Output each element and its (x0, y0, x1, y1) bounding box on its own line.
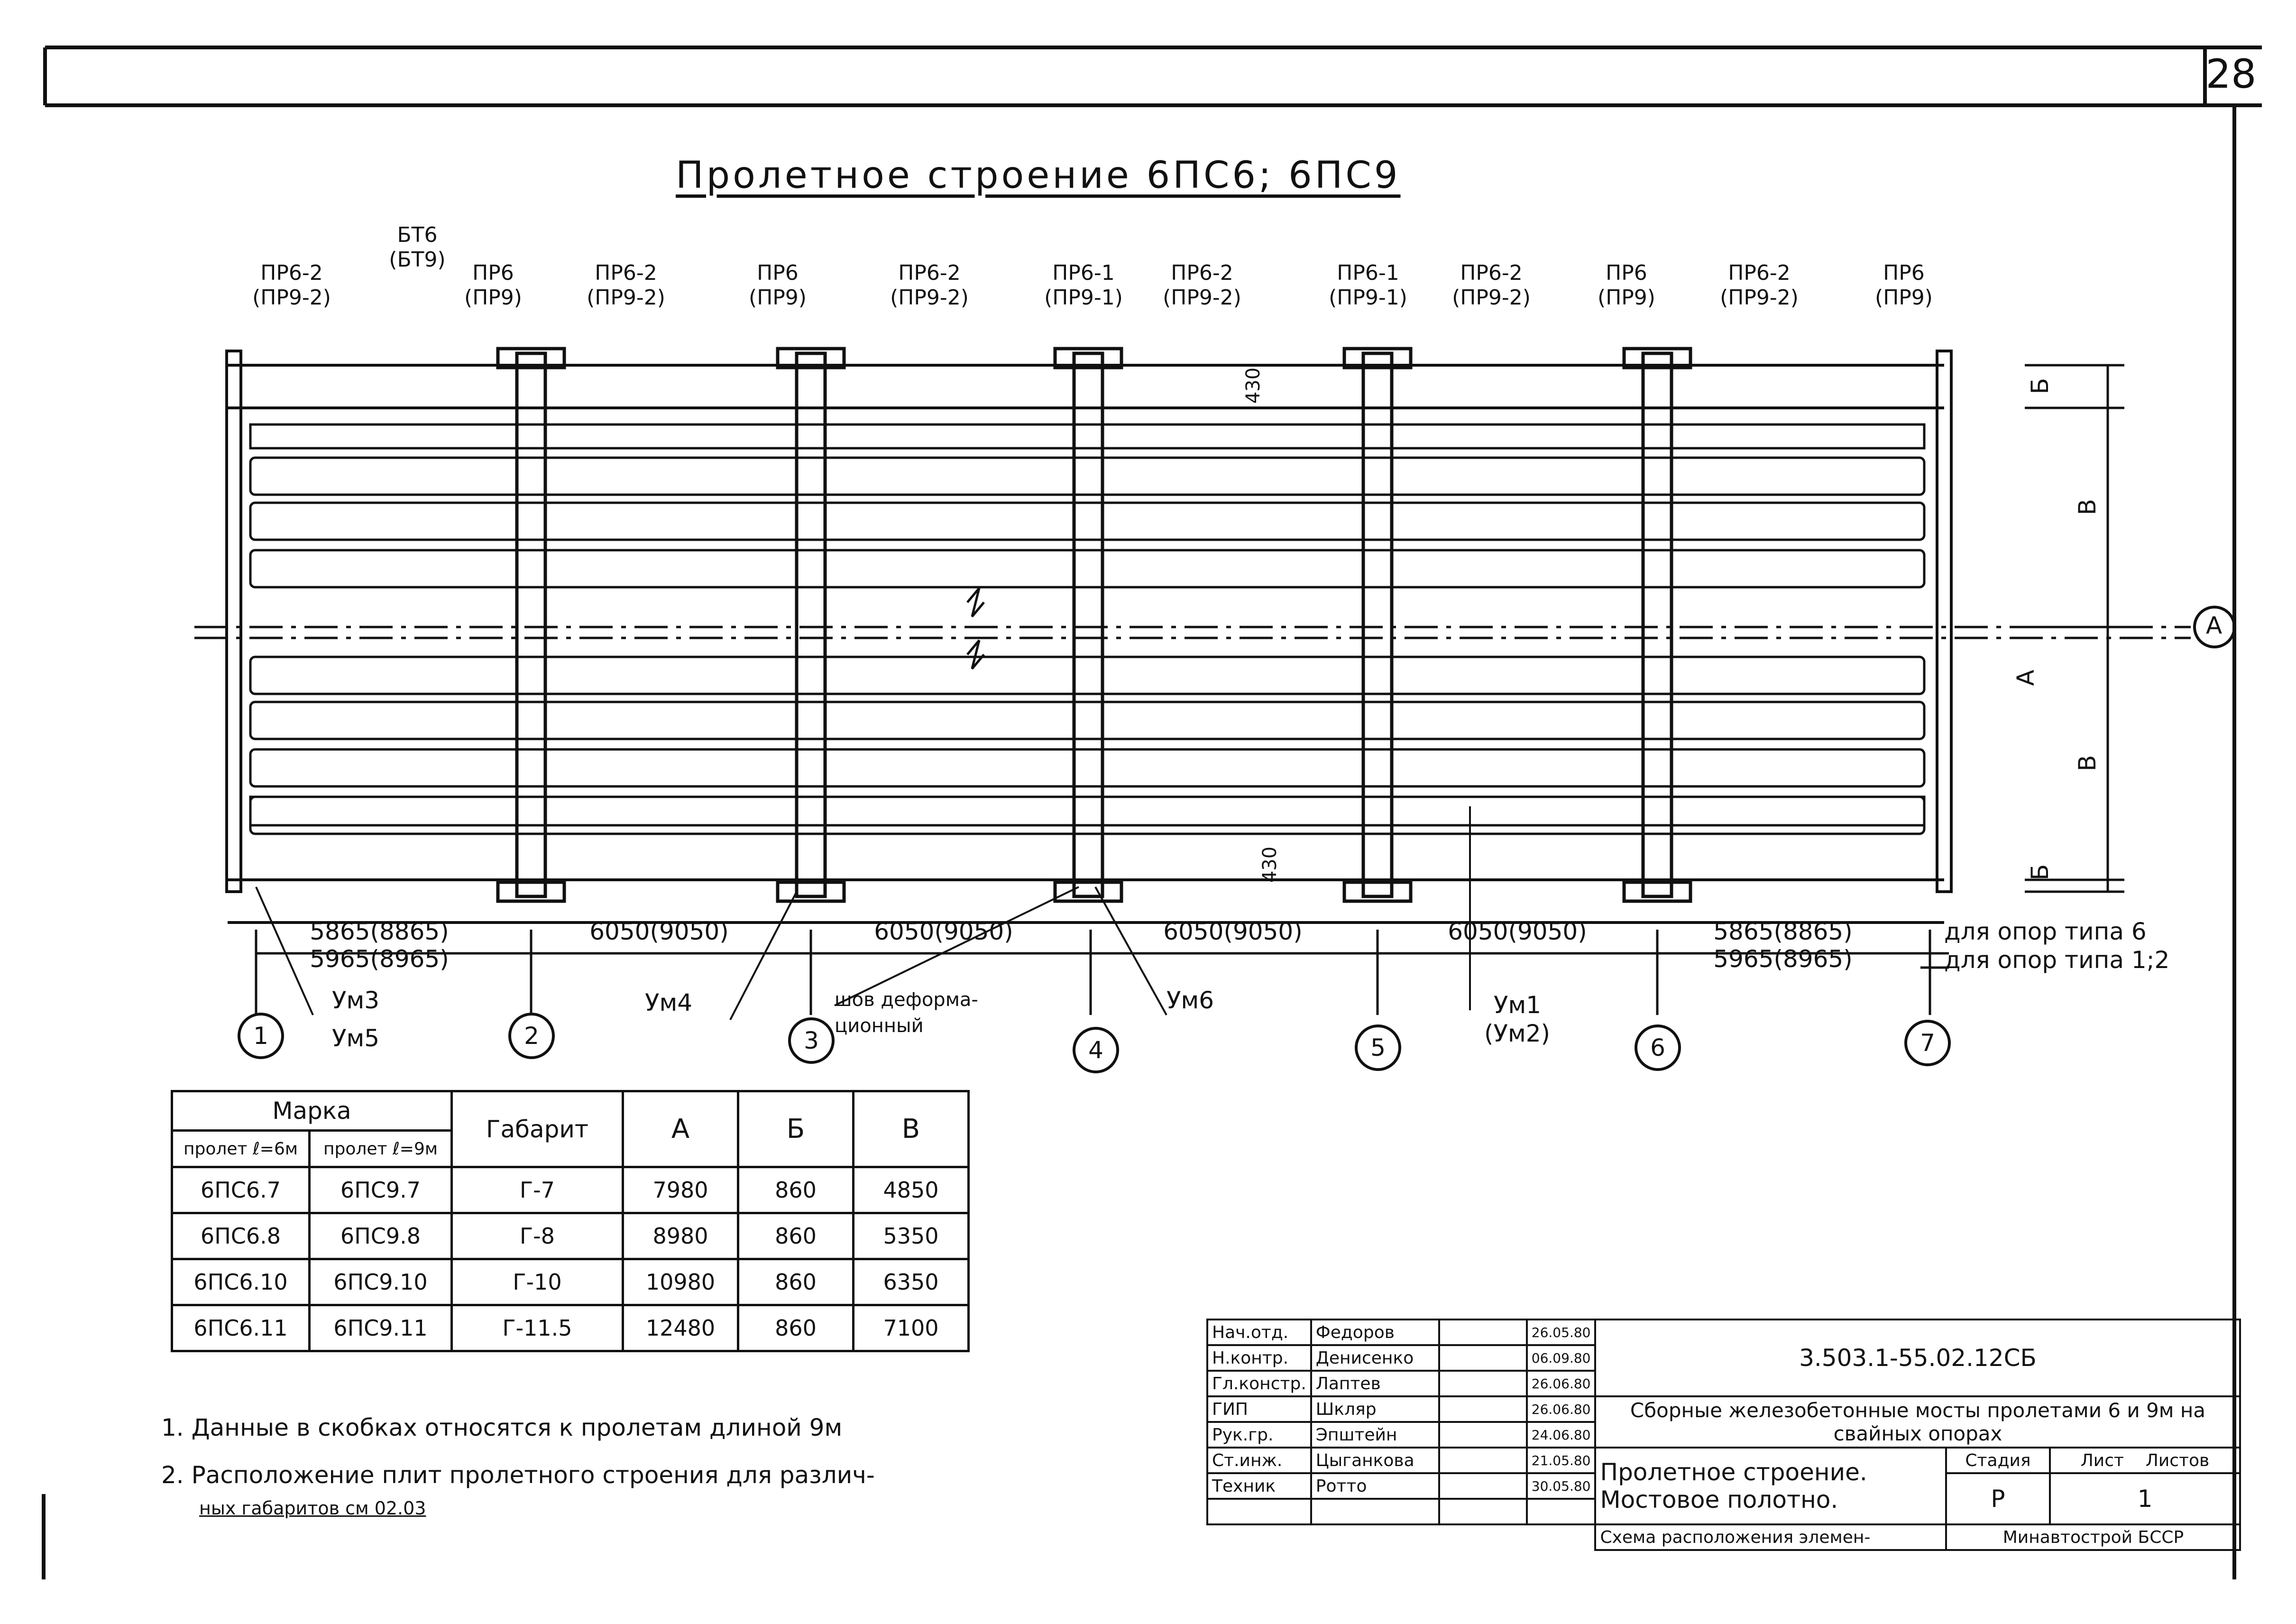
cell: 6ПС9.10 (310, 1259, 452, 1305)
slab-mark (587, 261, 665, 310)
cell: 4850 (854, 1167, 969, 1213)
axis-7: 7 (1904, 1020, 1951, 1066)
slab-mark-top: ПР6-1 (1052, 261, 1115, 285)
slab-mark-bottom: (ПР9-2) (1452, 286, 1531, 310)
slab-mark-top: ПР6-2 (898, 261, 961, 285)
span-dim-top: 5865(8865) (310, 918, 449, 945)
deck-plan (227, 349, 1951, 923)
slab-mark-bottom: (ПР9-2) (1163, 286, 1241, 310)
stamp-date: 30.05.80 (1527, 1473, 1596, 1499)
callout-um3: Ум3 (332, 987, 379, 1014)
stamp-spacer (1207, 1524, 1595, 1550)
slab-mark (464, 261, 522, 310)
cell: 8980 (623, 1213, 738, 1259)
table-row (172, 1305, 969, 1351)
project-name: Сборные железобетонные мосты пролетами 6 и 9м на свайных опорах (1595, 1396, 2240, 1448)
break-mark (967, 640, 984, 669)
cell: 7980 (623, 1167, 738, 1213)
slab-mark (1044, 261, 1123, 310)
slab-mark (890, 261, 969, 310)
callout-um4: Ум4 (645, 989, 692, 1016)
span-dim-4: 6050(9050) (1163, 918, 1303, 945)
sheet-title-2: Мостовое полотно. (1600, 1486, 1838, 1513)
axis-6: 6 (1635, 1024, 1681, 1071)
stamp-role: Рук.гр. (1207, 1422, 1311, 1448)
cell: 6ПС9.8 (310, 1213, 452, 1259)
bt-mark-bottom: (БТ9) (389, 248, 446, 272)
slab-mark-top: ПР6 (1606, 261, 1647, 285)
sheet-label: Лист (2080, 1450, 2124, 1470)
table-row (172, 1167, 969, 1213)
cell: 860 (738, 1259, 854, 1305)
slab-mark-bottom: (ПР9-2) (587, 286, 665, 310)
header-b: Б (738, 1091, 854, 1167)
span-dim-1 (310, 918, 449, 973)
stamp-signature (1439, 1345, 1527, 1371)
callout-seam-2: ционный (835, 1015, 924, 1037)
slab-mark-bottom: (ПР9-2) (1720, 286, 1799, 310)
stamp-name: Эпштейн (1311, 1422, 1439, 1448)
stamp-date: 21.05.80 (1527, 1448, 1596, 1473)
slab-mark (1598, 261, 1655, 310)
dim-430-bottom: 430 (1259, 846, 1281, 883)
stamp-date: 06.09.80 (1527, 1345, 1596, 1371)
span-dim-bottom: 5965(8965) (310, 945, 449, 973)
header-mark: Марка (172, 1091, 452, 1131)
support-note-12: для опор типа 1;2 (1944, 946, 2170, 974)
stamp-role: Техник (1207, 1473, 1311, 1499)
cell: 6ПС6.7 (172, 1167, 310, 1213)
slab-mark (1329, 261, 1407, 310)
pier-beams (498, 349, 1690, 901)
cell: 6ПС9.7 (310, 1167, 452, 1213)
abutment-left (227, 351, 241, 892)
stamp-name: Денисенко (1311, 1345, 1439, 1371)
callout-leaders (256, 806, 1470, 1020)
stamp-date: 26.05.80 (1527, 1320, 1596, 1345)
break-mark (967, 588, 984, 617)
slab-mark (1720, 261, 1799, 310)
span-dim-5: 6050(9050) (1448, 918, 1587, 945)
sheets-value: 1 (2050, 1473, 2241, 1524)
dim-b-bottom: Б (2026, 864, 2054, 881)
stamp-empty (1527, 1499, 1596, 1524)
stamp-name: Ротто (1311, 1473, 1439, 1499)
dim-430-top: 430 (1242, 367, 1265, 404)
axis-3: 3 (788, 1017, 835, 1064)
stamp-date: 26.06.80 (1527, 1371, 1596, 1396)
cell: 6ПС9.11 (310, 1305, 452, 1351)
cell: 5350 (854, 1213, 969, 1259)
cell: 860 (738, 1213, 854, 1259)
stamp-signature (1439, 1371, 1527, 1396)
note-2: 2. Расположение плит пролетного строения для различ- (161, 1461, 875, 1489)
axis-2: 2 (508, 1013, 555, 1059)
slab-mark-top: ПР6-2 (1171, 261, 1233, 285)
drawing-title: Пролетное строение 6ПС6; 6ПС9 (676, 154, 1401, 197)
cell: 860 (738, 1167, 854, 1213)
cell: 7100 (854, 1305, 969, 1351)
cell: 12480 (623, 1305, 738, 1351)
stamp-role: ГИП (1207, 1396, 1311, 1422)
slab-mark-top: ПР6 (472, 261, 514, 285)
callout-um6: Ум6 (1166, 987, 1214, 1014)
slab-mark-bottom: (ПР9-1) (1044, 286, 1123, 310)
slab-mark-top: ПР6-1 (1337, 261, 1399, 285)
slab-mark (252, 261, 331, 310)
right-dimension-chain (2025, 365, 2124, 892)
slab-mark-bottom: (ПР9) (464, 286, 522, 310)
cell: Г-7 (452, 1167, 623, 1213)
support-note-6: для опор типа 6 (1944, 918, 2147, 945)
cell: Г-10 (452, 1259, 623, 1305)
slab-mark-bottom: (ПР9-2) (890, 286, 969, 310)
callout-um2: (Ум2) (1484, 1020, 1551, 1047)
stamp-name: Шкляр (1311, 1396, 1439, 1422)
callout-um5: Ум5 (332, 1024, 379, 1052)
slab-mark-top: ПР6-2 (260, 261, 323, 285)
header-a: А (623, 1091, 738, 1167)
header-span6: пролет ℓ=6м (172, 1131, 310, 1167)
cell: 860 (738, 1305, 854, 1351)
sheet-title-1: Пролетное строение. (1600, 1458, 1867, 1486)
cell: 6ПС6.8 (172, 1213, 310, 1259)
sheet-title-3: Схема расположения элемен- (1595, 1524, 1946, 1550)
cell: 6ПС6.11 (172, 1305, 310, 1351)
stamp-role: Нач.отд. (1207, 1320, 1311, 1345)
stamp-role: Н.контр. (1207, 1345, 1311, 1371)
span-dim-3: 6050(9050) (874, 918, 1013, 945)
stamp-empty (1439, 1499, 1527, 1524)
note-3: ных габаритов см 02.03 (199, 1498, 426, 1519)
stamp-empty (1311, 1499, 1439, 1524)
drawing-code: 3.503.1-55.02.12СБ (1595, 1320, 2240, 1396)
spec-table (171, 1090, 970, 1352)
span-dim-top: 5865(8865) (1713, 918, 1853, 945)
stamp-signature (1439, 1448, 1527, 1473)
header-v: В (854, 1091, 969, 1167)
stage-label: Стадия (1946, 1448, 2049, 1473)
dim-a: А (2012, 669, 2040, 686)
cell: Г-11.5 (452, 1305, 623, 1351)
axis-1: 1 (238, 1013, 284, 1059)
cell: 10980 (623, 1259, 738, 1305)
dim-v-top: В (2074, 498, 2102, 516)
callout-seam-1: шов деформа- (835, 989, 978, 1011)
stamp-name: Лаптев (1311, 1371, 1439, 1396)
axis-5: 5 (1355, 1024, 1401, 1071)
stamp-signature (1439, 1473, 1527, 1499)
slab-mark-top: ПР6-2 (595, 261, 657, 285)
slab-mark-bottom: (ПР9-1) (1329, 286, 1407, 310)
slab-mark-top: ПР6 (757, 261, 799, 285)
sheets-label: Листов (2145, 1450, 2210, 1470)
stamp-role: Гл.констр. (1207, 1371, 1311, 1396)
stamp-signature (1439, 1396, 1527, 1422)
header-gabarit: Габарит (452, 1091, 623, 1167)
slab-mark-bottom: (ПР9-2) (252, 286, 331, 310)
sheets-label-pair (2050, 1448, 2241, 1473)
sheet-number: 28 (2205, 51, 2257, 97)
header-span9: пролет ℓ=9м (310, 1131, 452, 1167)
bottom-dimension-chain (256, 930, 1949, 1015)
bt-mark (389, 223, 445, 272)
slab-mark-bottom: (ПР9) (1875, 286, 1933, 310)
bt-mark-top: БТ6 (397, 223, 438, 247)
stamp-date: 24.06.80 (1527, 1422, 1596, 1448)
slab-mark (1875, 261, 1933, 310)
title-block (1206, 1319, 2241, 1551)
dim-b-top: Б (2026, 378, 2054, 395)
stamp-role: Ст.инж. (1207, 1448, 1311, 1473)
table-row (172, 1213, 969, 1259)
dim-v-bottom: В (2074, 755, 2102, 772)
cell: 6350 (854, 1259, 969, 1305)
table-row (172, 1259, 969, 1305)
stamp-name: Федоров (1311, 1320, 1439, 1345)
axis-line-a (194, 627, 2191, 638)
slab-mark-top: ПР6 (1883, 261, 1925, 285)
span-dim-2: 6050(9050) (589, 918, 729, 945)
stage-value: Р (1946, 1473, 2049, 1524)
stamp-signature (1439, 1320, 1527, 1345)
sheet-title (1595, 1448, 1946, 1524)
slab-mark-bottom: (ПР9) (1598, 286, 1655, 310)
abutment-right (1937, 351, 1951, 892)
organization: Минавтострой БССР (1946, 1524, 2240, 1550)
slab-mark (1163, 261, 1241, 310)
note-1: 1. Данные в скобках относятся к пролетам длиной 9м (161, 1414, 843, 1441)
slab-mark-top: ПР6-2 (1728, 261, 1791, 285)
cell: Г-8 (452, 1213, 623, 1259)
stamp-date: 26.06.80 (1527, 1396, 1596, 1422)
callout-um1: Ум1 (1494, 991, 1541, 1019)
slab-mark (1452, 261, 1531, 310)
stamp-name: Цыганкова (1311, 1448, 1439, 1473)
cell: 6ПС6.10 (172, 1259, 310, 1305)
axis-a-label: А (2206, 612, 2223, 639)
stamp-signature (1439, 1422, 1527, 1448)
notes (161, 1404, 875, 1518)
axis-4: 4 (1073, 1027, 1119, 1073)
slab-mark (749, 261, 807, 310)
span-dim-bottom: 5965(8965) (1713, 945, 1853, 973)
stamp-empty (1207, 1499, 1311, 1524)
span-dim-6 (1713, 918, 1853, 973)
slab-mark-top: ПР6-2 (1460, 261, 1523, 285)
slab-mark-bottom: (ПР9) (749, 286, 807, 310)
